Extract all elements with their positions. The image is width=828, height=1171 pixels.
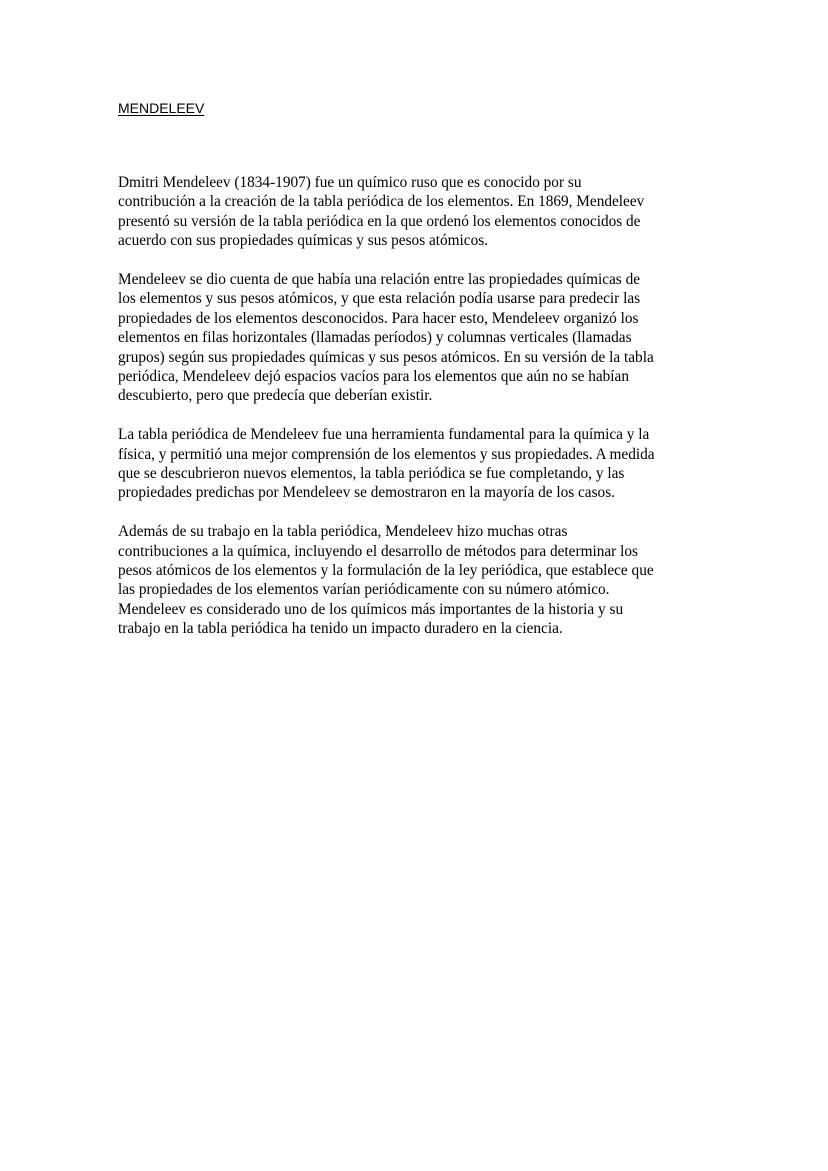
paragraph-line: Mendeleev se dio cuenta de que había una relación entre las propiedades químicas de	[118, 271, 641, 289]
paragraph-line: física, y permitió una mejor comprensión de los elementos y sus propiedades. A medida	[118, 445, 655, 463]
paragraph-line: pesos atómicos de los elementos y la formulación de la ley periódica, que establece que	[118, 562, 654, 580]
paragraph-3	[118, 425, 718, 503]
paragraph-line: presentó su versión de la tabla periódica en la que ordenó los elementos conocidos de	[118, 212, 641, 230]
paragraph-line: La tabla periódica de Mendeleev fue una herramienta fundamental para la química y la	[118, 426, 650, 444]
paragraph-line: Dmitri Mendeleev (1834-1907) fue un químico ruso que es conocido por su	[118, 174, 582, 191]
paragraph-line: elementos en filas horizontales (llamadas períodos) y columnas verticales (llamadas	[118, 329, 632, 347]
paragraph-line: trabajo en la tabla periódica ha tenido un impacto duradero en la ciencia.	[118, 620, 563, 638]
paragraph-4	[118, 522, 718, 638]
paragraph-line: Mendeleev es considerado uno de los químicos más importantes de la historia y su	[118, 600, 624, 618]
paragraph-line: grupos) según sus propiedades químicas y sus pesos atómicos. En su versión de la tabla	[118, 348, 654, 366]
paragraph-line: que se descubrieron nuevos elementos, la tabla periódica se fue completando, y las	[118, 465, 625, 483]
document-body	[118, 173, 718, 658]
paragraph-line: Además de su trabajo en la tabla periódica, Mendeleev hizo muchas otras	[118, 523, 568, 541]
paragraph-2	[118, 270, 718, 406]
paragraph-line: propiedades predichas por Mendeleev se demostraron en la mayoría de los casos.	[118, 484, 615, 502]
paragraph-line: contribución a la creación de la tabla periódica de los elementos. En 1869, Mendeleev	[118, 193, 645, 211]
document-title: MENDELEEV	[118, 100, 205, 116]
paragraph-line: descubierto, pero que predecía que deberían existir.	[118, 387, 433, 405]
paragraph-line: los elementos y sus pesos atómicos, y que esta relación podía usarse para predecir las	[118, 290, 641, 308]
paragraph-line: las propiedades de los elementos varían periódicamente con su número atómico.	[118, 581, 610, 599]
paragraph-line: periódica, Mendeleev dejó espacios vacíos para los elementos que aún no se habían	[118, 368, 629, 386]
paragraph-line: acuerdo con sus propiedades químicas y sus pesos atómicos.	[118, 232, 489, 250]
paragraph-line: contribuciones a la química, incluyendo el desarrollo de métodos para determinar los	[118, 542, 638, 560]
paragraph-line: propiedades de los elementos desconocidos. Para hacer esto, Mendeleev organizó los	[118, 309, 639, 327]
paragraph-1	[118, 173, 718, 251]
